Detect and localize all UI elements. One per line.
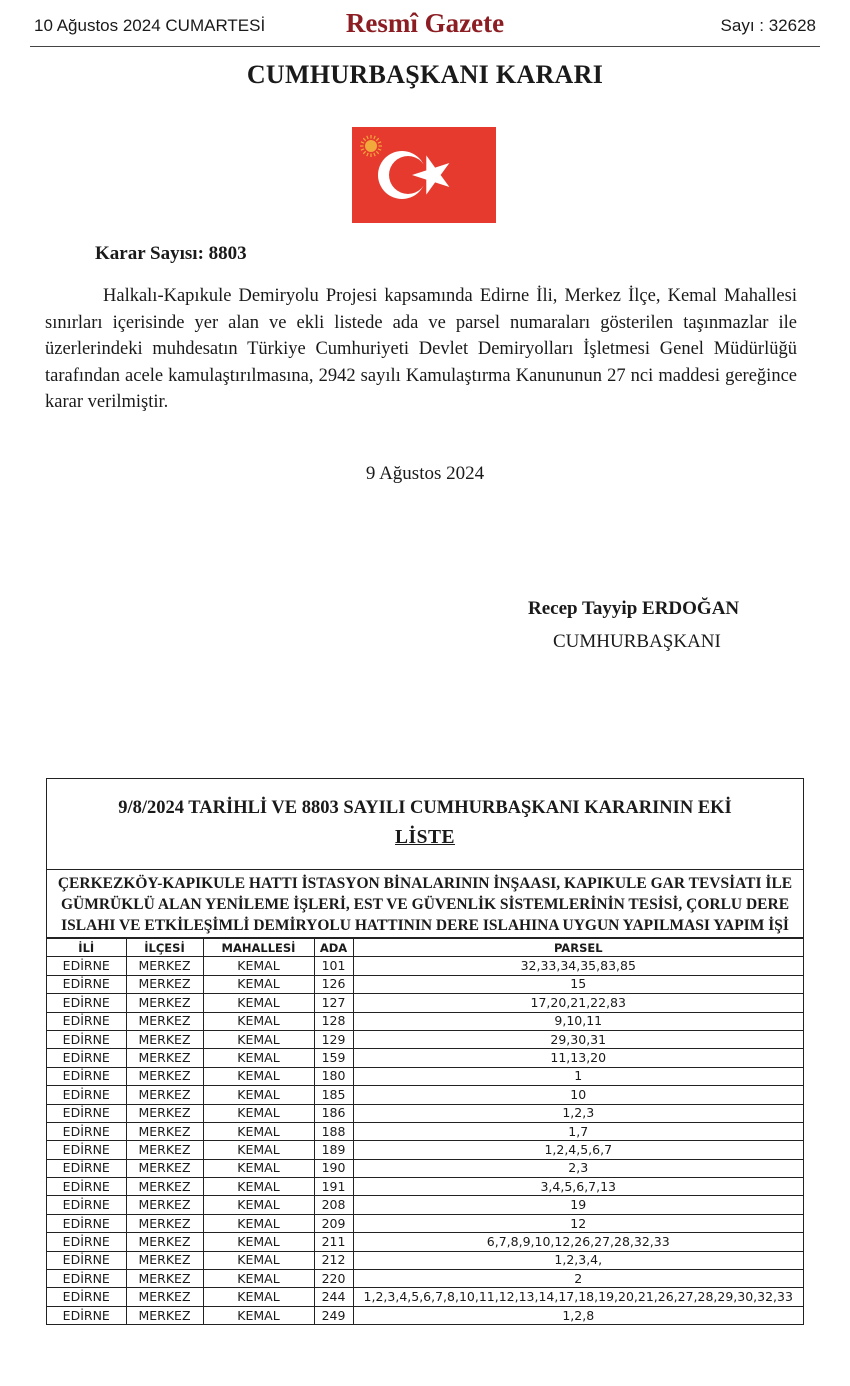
- cell-parsel: 17,20,21,22,83: [353, 994, 803, 1012]
- cell-ada: 211: [314, 1233, 353, 1251]
- table-row: [47, 1122, 803, 1140]
- cell-ilce: MERKEZ: [126, 975, 203, 993]
- presidential-flag-emblem: [352, 127, 496, 223]
- cell-ilce: MERKEZ: [126, 1067, 203, 1085]
- cell-ilce: MERKEZ: [126, 1178, 203, 1196]
- table-row: [47, 1306, 803, 1324]
- cell-ilce: MERKEZ: [126, 957, 203, 975]
- cell-ada: 212: [314, 1251, 353, 1269]
- cell-parsel: 29,30,31: [353, 1030, 803, 1048]
- cell-parsel: 2: [353, 1270, 803, 1288]
- cell-parsel: 1,2,3,4,: [353, 1251, 803, 1269]
- cell-il: EDİRNE: [47, 1086, 126, 1104]
- cell-mahalle: KEMAL: [203, 957, 314, 975]
- table-row: [47, 1159, 803, 1177]
- cell-il: EDİRNE: [47, 1288, 126, 1306]
- table-row: [47, 1251, 803, 1269]
- table-row: [47, 1196, 803, 1214]
- cell-mahalle: KEMAL: [203, 1141, 314, 1159]
- gazette-masthead: [30, 10, 820, 47]
- cell-mahalle: KEMAL: [203, 1049, 314, 1067]
- cell-mahalle: KEMAL: [203, 1086, 314, 1104]
- cell-mahalle: KEMAL: [203, 1251, 314, 1269]
- table-row: [47, 1104, 803, 1122]
- cell-mahalle: KEMAL: [203, 1233, 314, 1251]
- cell-parsel: 1,7: [353, 1122, 803, 1140]
- cell-parsel: 1,2,4,5,6,7: [353, 1141, 803, 1159]
- cell-il: EDİRNE: [47, 1141, 126, 1159]
- cell-parsel: 6,7,8,9,10,12,26,27,28,32,33: [353, 1233, 803, 1251]
- cell-parsel: 1,2,3: [353, 1104, 803, 1122]
- table-row: [47, 1067, 803, 1085]
- cell-ilce: MERKEZ: [126, 1104, 203, 1122]
- sun-emblem-icon: [360, 135, 382, 157]
- cell-ada: 127: [314, 994, 353, 1012]
- cell-il: EDİRNE: [47, 1270, 126, 1288]
- table-row: [47, 1288, 803, 1306]
- cell-ada: 128: [314, 1012, 353, 1030]
- decree-date: 9 Ağustos 2024: [365, 463, 485, 484]
- cell-parsel: 2,3: [353, 1159, 803, 1177]
- cell-il: EDİRNE: [47, 1030, 126, 1048]
- table-row: [47, 1214, 803, 1232]
- cell-ada: 244: [314, 1288, 353, 1306]
- table-row: [47, 1049, 803, 1067]
- column-header-il: İLİ: [47, 939, 126, 957]
- cell-il: EDİRNE: [47, 1251, 126, 1269]
- table-row: [47, 1270, 803, 1288]
- table-row: [47, 1030, 803, 1048]
- column-header-mahalle: MAHALLESİ: [203, 939, 314, 957]
- table-row: [47, 994, 803, 1012]
- cell-mahalle: KEMAL: [203, 1306, 314, 1324]
- cell-mahalle: KEMAL: [203, 1196, 314, 1214]
- cell-ada: 186: [314, 1104, 353, 1122]
- column-header-ada: ADA: [314, 939, 353, 957]
- cell-parsel: 32,33,34,35,83,85: [353, 957, 803, 975]
- cell-ada: 249: [314, 1306, 353, 1324]
- cell-parsel: 1,2,3,4,5,6,7,8,10,11,12,13,14,17,18,19,20,21,26,27,28,29,30,32,33: [353, 1288, 803, 1306]
- table-row: [47, 1233, 803, 1251]
- cell-ada: 180: [314, 1067, 353, 1085]
- cell-mahalle: KEMAL: [203, 1178, 314, 1196]
- cell-parsel: 3,4,5,6,7,13: [353, 1178, 803, 1196]
- cell-ilce: MERKEZ: [126, 1270, 203, 1288]
- cell-il: EDİRNE: [47, 994, 126, 1012]
- cell-parsel: 10: [353, 1086, 803, 1104]
- cell-parsel: 19: [353, 1196, 803, 1214]
- cell-ada: 209: [314, 1214, 353, 1232]
- signer-name: Recep Tayyip ERDOĞAN: [528, 598, 740, 619]
- table-row: [47, 1141, 803, 1159]
- cell-ilce: MERKEZ: [126, 1288, 203, 1306]
- cell-il: EDİRNE: [47, 1159, 126, 1177]
- project-name: ÇERKEZKÖY-KAPIKULE HATTI İSTASYON BİNALARININ İNŞAASI, KAPIKULE GAR TEVSİATI İLE GÜMRÜKLÜ ALAN YENİLEME İŞLERİ, EST VE GÜVENLİK SİSTEMLERİNİN TESİSİ, ÇORLU DERE ISLAHI VE ETKİLEŞİMLİ DEMİRYOLU HATTININ DERE ISLAHINA UYGUN YAPILMASI YAPIM İŞİ: [47, 870, 803, 938]
- cell-ilce: MERKEZ: [126, 1122, 203, 1140]
- cell-il: EDİRNE: [47, 1012, 126, 1030]
- cell-ada: 188: [314, 1122, 353, 1140]
- cell-parsel: 1,2,8: [353, 1306, 803, 1324]
- annex-title-line2: LİSTE: [395, 827, 455, 848]
- cell-il: EDİRNE: [47, 1233, 126, 1251]
- issue-number: Sayı : 32628: [720, 16, 816, 35]
- cell-parsel: 9,10,11: [353, 1012, 803, 1030]
- table-row: [47, 1012, 803, 1030]
- cell-mahalle: KEMAL: [203, 1012, 314, 1030]
- cell-ilce: MERKEZ: [126, 1196, 203, 1214]
- cell-ada: 189: [314, 1141, 353, 1159]
- cell-ada: 126: [314, 975, 353, 993]
- cell-ada: 129: [314, 1030, 353, 1048]
- cell-mahalle: KEMAL: [203, 1104, 314, 1122]
- column-header-ilce: İLÇESİ: [126, 939, 203, 957]
- cell-ada: 101: [314, 957, 353, 975]
- cell-il: EDİRNE: [47, 1214, 126, 1232]
- cell-ilce: MERKEZ: [126, 1049, 203, 1067]
- cell-mahalle: KEMAL: [203, 1159, 314, 1177]
- cell-ada: 191: [314, 1178, 353, 1196]
- cell-ilce: MERKEZ: [126, 1251, 203, 1269]
- cell-il: EDİRNE: [47, 1049, 126, 1067]
- cell-mahalle: KEMAL: [203, 994, 314, 1012]
- decree-heading: CUMHURBAŞKANI KARARI: [246, 60, 604, 89]
- table-row: [47, 975, 803, 993]
- cell-ilce: MERKEZ: [126, 1012, 203, 1030]
- table-row: [47, 1178, 803, 1196]
- decree-body-text: Halkalı-Kapıkule Demiryolu Projesi kapsamında Edirne İli, Merkez İlçe, Kemal Mahallesi sınırları içerisinde yer alan ve ekli listede ada ve parsel numaraları gösterilen taşınmazlar ile üzerlerindeki muhdesatın Türkiye Cumhuriyeti Devlet Demiryolları İşletmesi Genel Müdürlüğü tarafından acele kamulaştırılmasına, 2942 sayılı Kamulaştırma Kanununun 27 nci maddesi gereğince karar verilmiştir.: [45, 286, 797, 412]
- cell-ilce: MERKEZ: [126, 1141, 203, 1159]
- table-row: [47, 957, 803, 975]
- cell-il: EDİRNE: [47, 1104, 126, 1122]
- cell-ada: 220: [314, 1270, 353, 1288]
- table-header-row: [47, 939, 803, 957]
- cell-ilce: MERKEZ: [126, 1306, 203, 1324]
- cell-ada: 185: [314, 1086, 353, 1104]
- cell-ilce: MERKEZ: [126, 1086, 203, 1104]
- cell-il: EDİRNE: [47, 1306, 126, 1324]
- cell-mahalle: KEMAL: [203, 1270, 314, 1288]
- cell-ilce: MERKEZ: [126, 1030, 203, 1048]
- cell-ilce: MERKEZ: [126, 1233, 203, 1251]
- cell-mahalle: KEMAL: [203, 1122, 314, 1140]
- column-header-parsel: PARSEL: [353, 939, 803, 957]
- annex-title: [47, 779, 803, 870]
- cell-mahalle: KEMAL: [203, 1030, 314, 1048]
- cell-il: EDİRNE: [47, 1122, 126, 1140]
- table-row: [47, 1086, 803, 1104]
- signer-title: CUMHURBAŞKANI: [553, 631, 721, 652]
- cell-il: EDİRNE: [47, 975, 126, 993]
- decree-number: Karar Sayısı: 8803: [95, 243, 247, 264]
- issue-date: 10 Ağustos 2024 CUMARTESİ: [34, 16, 266, 35]
- cell-parsel: 11,13,20: [353, 1049, 803, 1067]
- cell-ilce: MERKEZ: [126, 994, 203, 1012]
- gazette-title: Resmî Gazete: [345, 8, 505, 38]
- cell-parsel: 1: [353, 1067, 803, 1085]
- cell-ada: 159: [314, 1049, 353, 1067]
- cell-mahalle: KEMAL: [203, 1214, 314, 1232]
- cell-il: EDİRNE: [47, 1196, 126, 1214]
- cell-parsel: 12: [353, 1214, 803, 1232]
- cell-mahalle: KEMAL: [203, 1067, 314, 1085]
- cell-ilce: MERKEZ: [126, 1214, 203, 1232]
- cell-parsel: 15: [353, 975, 803, 993]
- cell-il: EDİRNE: [47, 957, 126, 975]
- cell-ada: 208: [314, 1196, 353, 1214]
- cell-il: EDİRNE: [47, 1178, 126, 1196]
- parcel-table: [47, 938, 803, 1325]
- cell-il: EDİRNE: [47, 1067, 126, 1085]
- cell-mahalle: KEMAL: [203, 975, 314, 993]
- annex-title-line1: 9/8/2024 TARİHLİ VE 8803 SAYILI CUMHURBAŞKANI KARARININ EKİ: [118, 798, 732, 818]
- cell-ilce: MERKEZ: [126, 1159, 203, 1177]
- cell-ada: 190: [314, 1159, 353, 1177]
- annex-list: [46, 778, 804, 1325]
- cell-mahalle: KEMAL: [203, 1288, 314, 1306]
